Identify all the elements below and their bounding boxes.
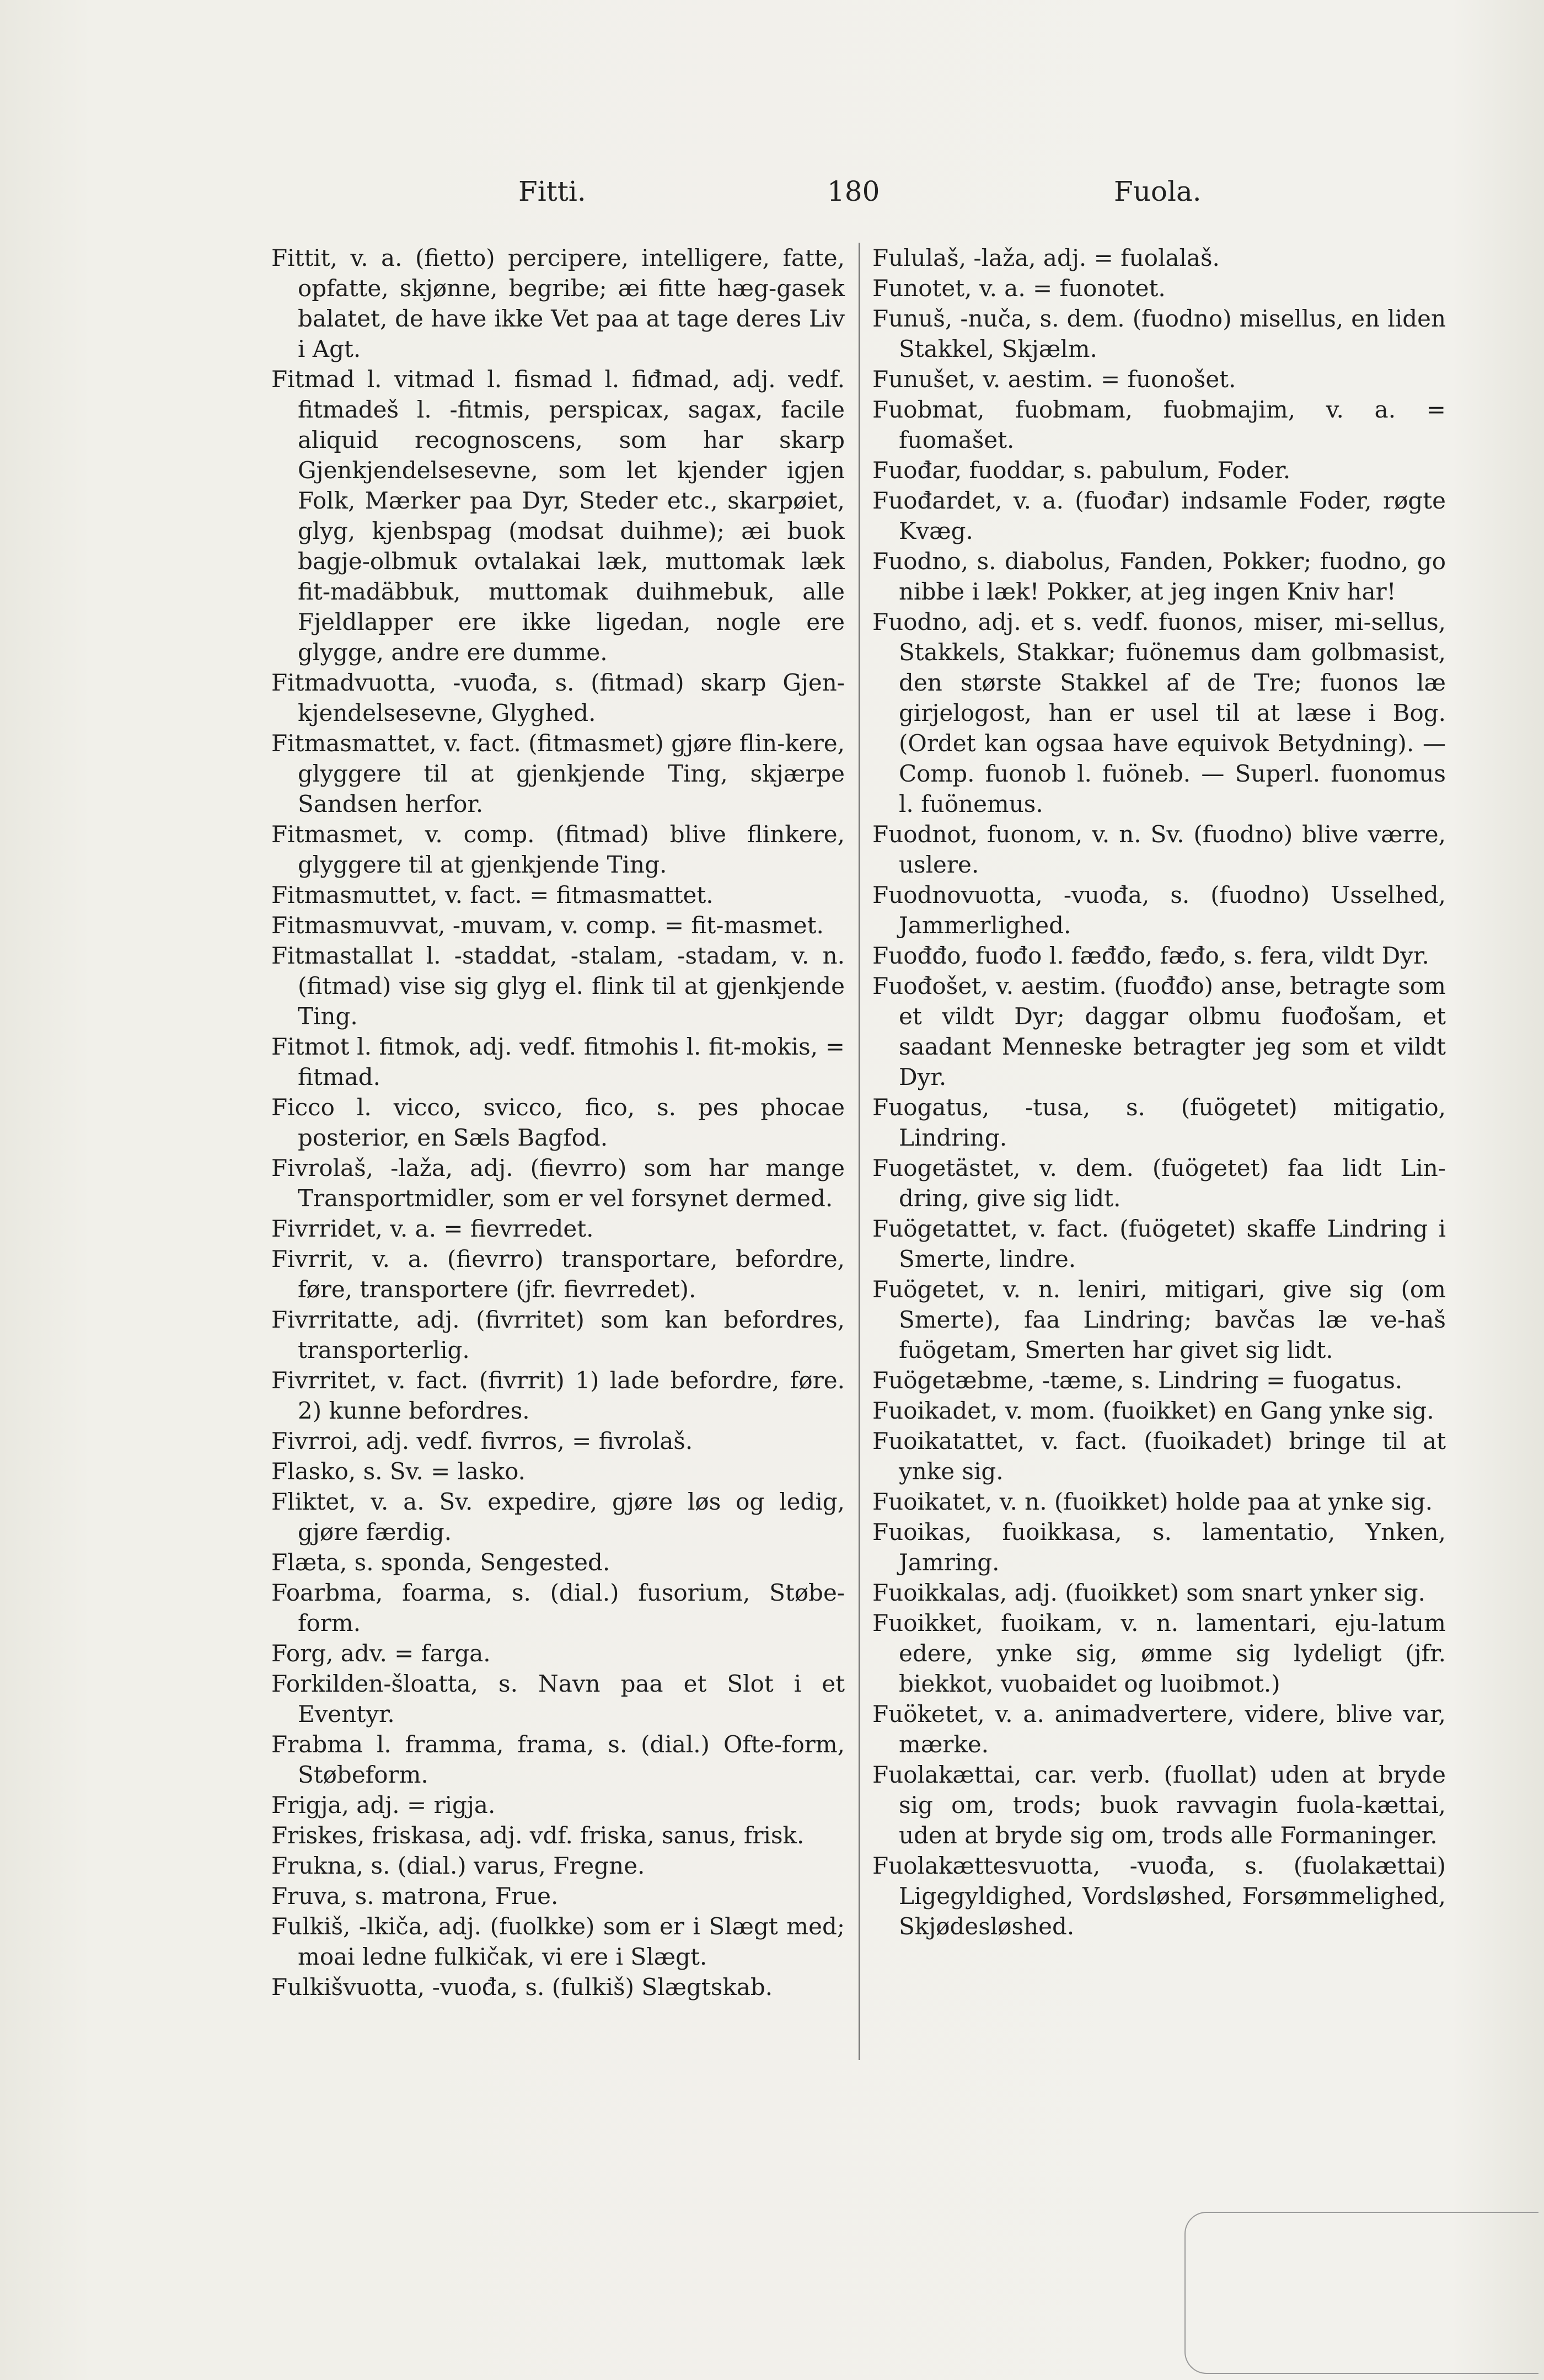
dictionary-entry: Fuoikket, fuoikam, v. n. lamentari, eju-latum edere, ynke sig, ømme sig lydeligt (jfr. biekkot, vuobaidet og luoibmot.)	[872, 1609, 1446, 1697]
dictionary-entry: Fuodno, adj. et s. vedf. fuonos, miser, mi-sellus, Stakkels, Stakkar; fuönemus dam golbmasist, den største Stakkel af de Tre; fuonos læ girjelogost, han er usel til at læse i Bog. (Ordet kan ogsaa have equivok Betydning). — Comp. fuonob l. fuöneb. — Superl. fuonomus l. fuönemus.	[872, 608, 1446, 817]
dictionary-entry: Fitmasmuttet, v. fact. = fitmasmattet.	[271, 881, 714, 908]
dictionary-entry: Fivrroi, adj. vedf. fivrros, = fivrolaš.	[271, 1427, 693, 1454]
dictionary-entry: Fivrritatte, adj. (fivrritet) som kan befordres, transporterlig.	[271, 1306, 845, 1363]
dictionary-entry: Funušet, v. aestim. = fuonošet.	[872, 366, 1236, 393]
scan-corner-frame	[1184, 2212, 1538, 2374]
dictionary-entry: Fitmastallat l. -staddat, -stalam, -stadam, v. n. (fitmad) vise sig glyg el. flink til at gjenkjende Ting.	[271, 942, 845, 1030]
dictionary-entry: Fuögetæbme, -tæme, s. Lindring = fuogatus.	[872, 1367, 1403, 1394]
dictionary-entry: Fuoikatattet, v. fact. (fuoikadet) bringe til at ynke sig.	[872, 1427, 1446, 1485]
dictionary-entry: Flasko, s. Sv. = lasko.	[271, 1458, 526, 1485]
header-left-guideword: Fitti.	[518, 175, 586, 207]
dictionary-entry: Fruva, s. matrona, Frue.	[271, 1882, 559, 1910]
dictionary-entry: Funotet, v. a. = fuonotet.	[872, 275, 1166, 302]
dictionary-entry: Frigja, adj. = rigja.	[271, 1791, 496, 1819]
dictionary-entry: Fuođardet, v. a. (fuođar) indsamle Foder, røgte Kvæg.	[872, 487, 1446, 544]
dictionary-entry: Fitmad l. vitmad l. fismad l. fiđmad, adj. vedf. fitmadeš l. -fitmis, perspicax, sagax, facile aliquid recognoscens, som har skarp Gjenkjendelsesevne, som let kjender igjen Folk, Mærker paa Dyr, Steder etc., skarpøiet, glyg, kjenbspag (modsat duihme); æi buok bagje-olbmuk ovtalakai læk, muttomak læk fit-madäbbuk, muttomak duihmebuk, alle Fjeldlapper ere ikke ligedan, nogle ere glygge, andre ere dumme.	[271, 366, 845, 666]
dictionary-entry: Fuolakættesvuotta, -vuođa, s. (fuolakættai) Ligegyldighed, Vordsløshed, Forsømmelighed, Skjødesløshed.	[872, 1852, 1446, 1940]
dictionary-entry: Fivrolaš, -laža, adj. (fievrro) som har mange Transportmidler, som er vel forsynet dermed.	[271, 1154, 845, 1212]
dictionary-entry: Fuoikadet, v. mom. (fuoikket) en Gang ynke sig.	[872, 1397, 1434, 1424]
dictionary-entry: Fuodnovuotta, -vuođa, s. (fuodno) Usselhed, Jammerlighed.	[872, 881, 1446, 939]
dictionary-entry: Fuogatus, -tusa, s. (fuögetet) mitigatio, Lindring.	[872, 1094, 1446, 1151]
dictionary-entry: Fittit, v. a. (fietto) percipere, intelligere, fatte, opfatte, skjønne, begribe; æi fitte hæg-gasek balatet, de have ikke Vet paa at tage deres Liv i Agt.	[271, 244, 845, 362]
dictionary-entry: Fitmasmattet, v. fact. (fitmasmet) gjøre flin-kere, glyggere til at gjenkjende Ting, skjærpe Sandsen herfor.	[271, 730, 845, 817]
dictionary-entry: Forg, adv. = farga.	[271, 1640, 491, 1667]
dictionary-entry: Funuš, -nuča, s. dem. (fuodno) misellus, en liden Stakkel, Skjælm.	[872, 305, 1446, 362]
dictionary-entry: Fuoikkalas, adj. (fuoikket) som snart ynker sig.	[872, 1579, 1425, 1606]
dictionary-entry: Fuodnot, fuonom, v. n. Sv. (fuodno) blive værre, uslere.	[872, 821, 1446, 878]
column-divider	[859, 243, 860, 2060]
dictionary-entry: Friskes, friskasa, adj. vdf. friska, sanus, frisk.	[271, 1822, 805, 1849]
dictionary-entry: Foarbma, foarma, s. (dial.) fusorium, Støbe-form.	[271, 1579, 845, 1636]
dictionary-entry: Fivrrit, v. a. (fievrro) transportare, befordre, føre, transportere (jfr. fievrredet).	[271, 1245, 845, 1303]
header-right-guideword: Fuola.	[1114, 175, 1202, 207]
dictionary-entry: Fuöketet, v. a. animadvertere, videre, blive var, mærke.	[872, 1700, 1446, 1758]
dictionary-entry: Fuögetattet, v. fact. (fuögetet) skaffe Lindring i Smerte, lindre.	[872, 1215, 1446, 1272]
dictionary-entry: Fitmot l. fitmok, adj. vedf. fitmohis l. fit-mokis, = fitmad.	[271, 1033, 845, 1090]
dictionary-entry: Fuögetet, v. n. leniri, mitigari, give sig (om Smerte), faa Lindring; bavčas læ ve-haš fuögetam, Smerten har givet sig lidt.	[872, 1276, 1446, 1363]
dictionary-entry: Frukna, s. (dial.) varus, Fregne.	[271, 1852, 645, 1879]
page-number: 180	[827, 175, 880, 207]
dictionary-entry: Fululaš, -laža, adj. = fuolalaš.	[872, 244, 1220, 271]
dictionary-entry: Fuođošet, v. aestim. (fuođđo) anse, betragte som et vildt Dyr; daggar olbmu fuođošam, et saadant Menneske betragter jeg som et vildt Dyr.	[872, 972, 1446, 1090]
dictionary-entry: Fliktet, v. a. Sv. expedire, gjøre løs og ledig, gjøre færdig.	[271, 1488, 845, 1545]
dictionary-entry: Fuobmat, fuobmam, fuobmajim, v. a. = fuomašet.	[872, 396, 1446, 453]
dictionary-entry: Fuoikas, fuoikkasa, s. lamentatio, Ynken, Jamring.	[872, 1518, 1446, 1576]
dictionary-entry: Fivrridet, v. a. = fievrredet.	[271, 1215, 594, 1242]
dictionary-entry: Fitmadvuotta, -vuođa, s. (fitmad) skarp Gjen-kjendelsesevne, Glyghed.	[271, 669, 845, 726]
dictionary-entry: Fitmasmet, v. comp. (fitmad) blive flinkere, glyggere til at gjenkjende Ting.	[271, 821, 845, 878]
dictionary-entry: Flæta, s. sponda, Sengested.	[271, 1549, 610, 1576]
dictionary-entry: Ficco l. vicco, svicco, fico, s. pes phocae posterior, en Sæls Bagfod.	[271, 1094, 845, 1151]
dictionary-entry: Fulkišvuotta, -vuođa, s. (fulkiš) Slægtskab.	[271, 1973, 773, 2001]
dictionary-entry: Fuođđo, fuođo l. fæđđo, fæđo, s. fera, vildt Dyr.	[872, 942, 1429, 969]
dictionary-entry: Forkilden-šloatta, s. Navn paa et Slot i et Eventyr.	[271, 1670, 845, 1727]
dictionary-entry: Fivrritet, v. fact. (fivrrit) 1) lade befordre, føre. 2) kunne befordres.	[271, 1367, 845, 1424]
left-column	[271, 243, 845, 2002]
dictionary-entry: Fuodno, s. diabolus, Fanden, Pokker; fuodno, go nibbe i læk! Pokker, at jeg ingen Kniv har!	[872, 548, 1446, 605]
dictionary-entry: Fuogetästet, v. dem. (fuögetet) faa lidt Lin-dring, give sig lidt.	[872, 1154, 1446, 1212]
dictionary-entry: Fuođar, fuoddar, s. pabulum, Foder.	[872, 457, 1291, 484]
right-column	[872, 243, 1446, 1942]
dictionary-entry: Frabma l. framma, frama, s. (dial.) Ofte-form, Støbeform.	[271, 1731, 845, 1788]
dictionary-entry: Fulkiš, -lkiča, adj. (fuolkke) som er i Slægt med; moai ledne fulkičak, vi ere i Slægt.	[271, 1913, 845, 1970]
dictionary-entry: Fitmasmuvvat, -muvam, v. comp. = fit-masmet.	[271, 912, 824, 939]
dictionary-entry: Fuoikatet, v. n. (fuoikket) holde paa at ynke sig.	[872, 1488, 1433, 1515]
dictionary-entry: Fuolakættai, car. verb. (fuollat) uden at bryde sig om, trods; buok ravvagin fuola-kættai, uden at bryde sig om, trods alle Formaninger.	[872, 1761, 1446, 1849]
